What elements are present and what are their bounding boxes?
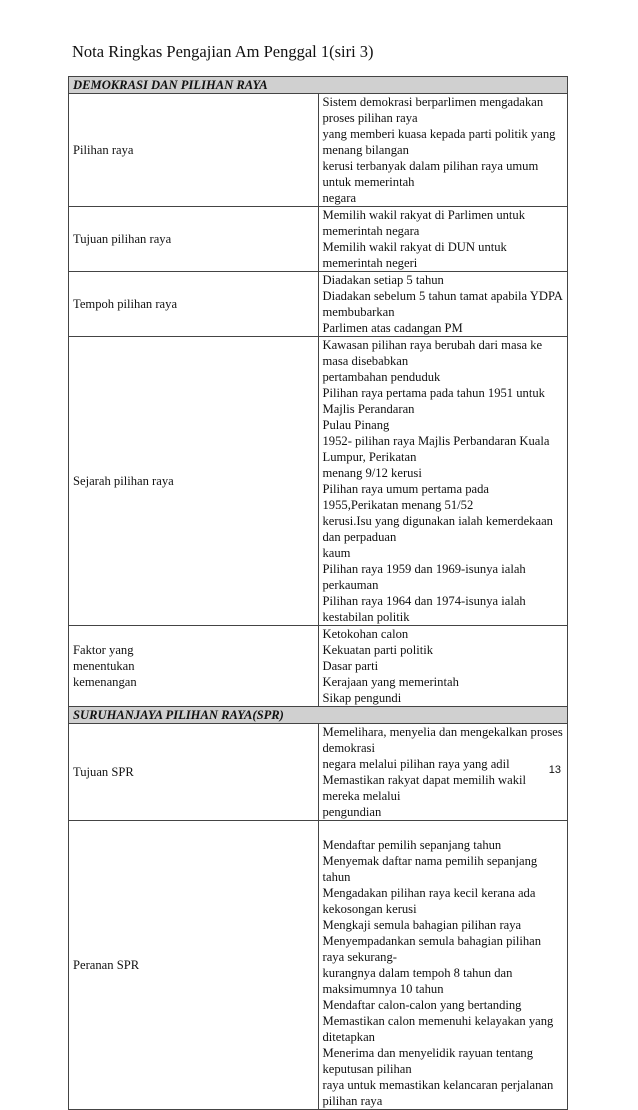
content-line: Dasar parti	[322, 659, 379, 673]
content-line: Pilihan raya 1964 dan 1974-isunya ialah kestabilan politik	[322, 594, 526, 624]
table-row	[69, 724, 568, 821]
content-line: kerusi.Isu yang digunakan ialah kemerdekaan dan perpaduan	[322, 514, 553, 544]
content-line: Menerima dan menyelidik rayuan tentang keputusan pilihan	[322, 1046, 534, 1076]
table-row	[69, 821, 568, 1110]
section-heading-row	[69, 77, 568, 94]
content-line: Sikap pengundi	[322, 691, 402, 705]
section-heading-row	[69, 707, 568, 724]
table-row	[69, 94, 568, 207]
row-label: Peranan SPR	[69, 821, 319, 1110]
content-line: pertambahan penduduk	[322, 370, 441, 384]
page-number: 13	[548, 764, 561, 776]
content-line: Memastikan rakyat dapat memilih wakil mereka melalui	[322, 773, 527, 803]
content-line: Pilihan raya umum pertama pada 1955,Perikatan menang 51/52	[322, 482, 489, 512]
content-line: raya untuk memastikan kelancaran perjalanan pilihan raya	[322, 1078, 554, 1108]
label-line: kemenangan	[73, 675, 137, 689]
row-label	[69, 626, 319, 707]
content-line: Diadakan setiap 5 tahun	[322, 273, 444, 287]
section-heading: SURUHANJAYA PILIHAN RAYA(SPR)	[69, 707, 568, 724]
content-line: pengundian	[322, 805, 382, 819]
content-line: kurangnya dalam tempoh 8 tahun dan maksimumnya 10 tahun	[322, 966, 513, 996]
table-row	[69, 272, 568, 337]
content-line: negara	[322, 191, 357, 205]
content-line: Kerajaan yang memerintah	[322, 675, 459, 689]
row-content	[318, 724, 568, 821]
label-line: Faktor yang	[73, 643, 134, 657]
content-line: kerusi terbanyak dalam pilihan raya umum untuk memerintah	[322, 159, 539, 189]
content-line: Mengkaji semula bahagian pilihan raya	[322, 918, 522, 932]
content-line: Memelihara, menyelia dan mengekalkan proses demokrasi	[322, 725, 563, 755]
content-line: Menyemak daftar nama pemilih sepanjang tahun	[322, 854, 538, 884]
content-line: menang 9/12 kerusi	[322, 466, 422, 480]
row-content	[318, 626, 568, 707]
content-line: Memilih wakil rakyat di Parlimen untuk memerintah negara	[322, 208, 526, 238]
content-line: 1952- pilihan raya Majlis Perbandaran Kuala Lumpur, Perikatan	[322, 434, 550, 464]
table-row	[69, 207, 568, 272]
content-line: Pilihan raya pertama pada tahun 1951 untuk Majlis Perandaran	[322, 386, 545, 416]
row-content	[318, 337, 568, 626]
content-line: Kawasan pilihan raya berubah dari masa ke masa disebabkan	[322, 338, 543, 368]
row-content	[318, 94, 568, 207]
section-heading: DEMOKRASI DAN PILIHAN RAYA	[69, 77, 568, 94]
content-line: Mendaftar calon-calon yang bertanding	[322, 998, 522, 1012]
content-line: Mendaftar pemilih sepanjang tahun	[322, 838, 502, 852]
row-content	[318, 272, 568, 337]
label-line: menentukan	[73, 659, 135, 673]
content-line: Pulau Pinang	[322, 418, 390, 432]
row-label: Pilihan raya	[69, 94, 319, 207]
content-line: Pilihan raya 1959 dan 1969-isunya ialah perkauman	[322, 562, 526, 592]
content-line: yang memberi kuasa kepada parti politik yang menang bilangan	[322, 127, 556, 157]
row-label: Tempoh pilihan raya	[69, 272, 319, 337]
row-content	[318, 207, 568, 272]
table-row	[69, 626, 568, 707]
row-label: Tujuan pilihan raya	[69, 207, 319, 272]
notes-table	[68, 76, 568, 1110]
content-line: negara melalui pilihan raya yang adil	[322, 757, 510, 771]
content-line: kaum	[322, 546, 351, 560]
table-row	[69, 337, 568, 626]
content-line: Memastikan calon memenuhi kelayakan yang ditetapkan	[322, 1014, 554, 1044]
content-line: Kekuatan parti politik	[322, 643, 434, 657]
content-line: Menyempadankan semula bahagian pilihan raya sekurang-	[322, 934, 542, 964]
document-title: Nota Ringkas Pengajian Am Penggal 1(siri 3)	[72, 42, 374, 61]
row-label: Tujuan SPR	[69, 724, 319, 821]
content-line: Diadakan sebelum 5 tahun tamat apabila YDPA membubarkan	[322, 289, 563, 319]
content-line: Mengadakan pilihan raya kecil kerana ada kekosongan kerusi	[322, 886, 536, 916]
row-label: Sejarah pilihan raya	[69, 337, 319, 626]
content-line: Memilih wakil rakyat di DUN untuk memerintah negeri	[322, 240, 507, 270]
content-line: Parlimen atas cadangan PM	[322, 321, 463, 335]
content-line: Sistem demokrasi berparlimen mengadakan proses pilihan raya	[322, 95, 544, 125]
row-content	[318, 821, 568, 1110]
content-line: Ketokohan calon	[322, 627, 409, 641]
